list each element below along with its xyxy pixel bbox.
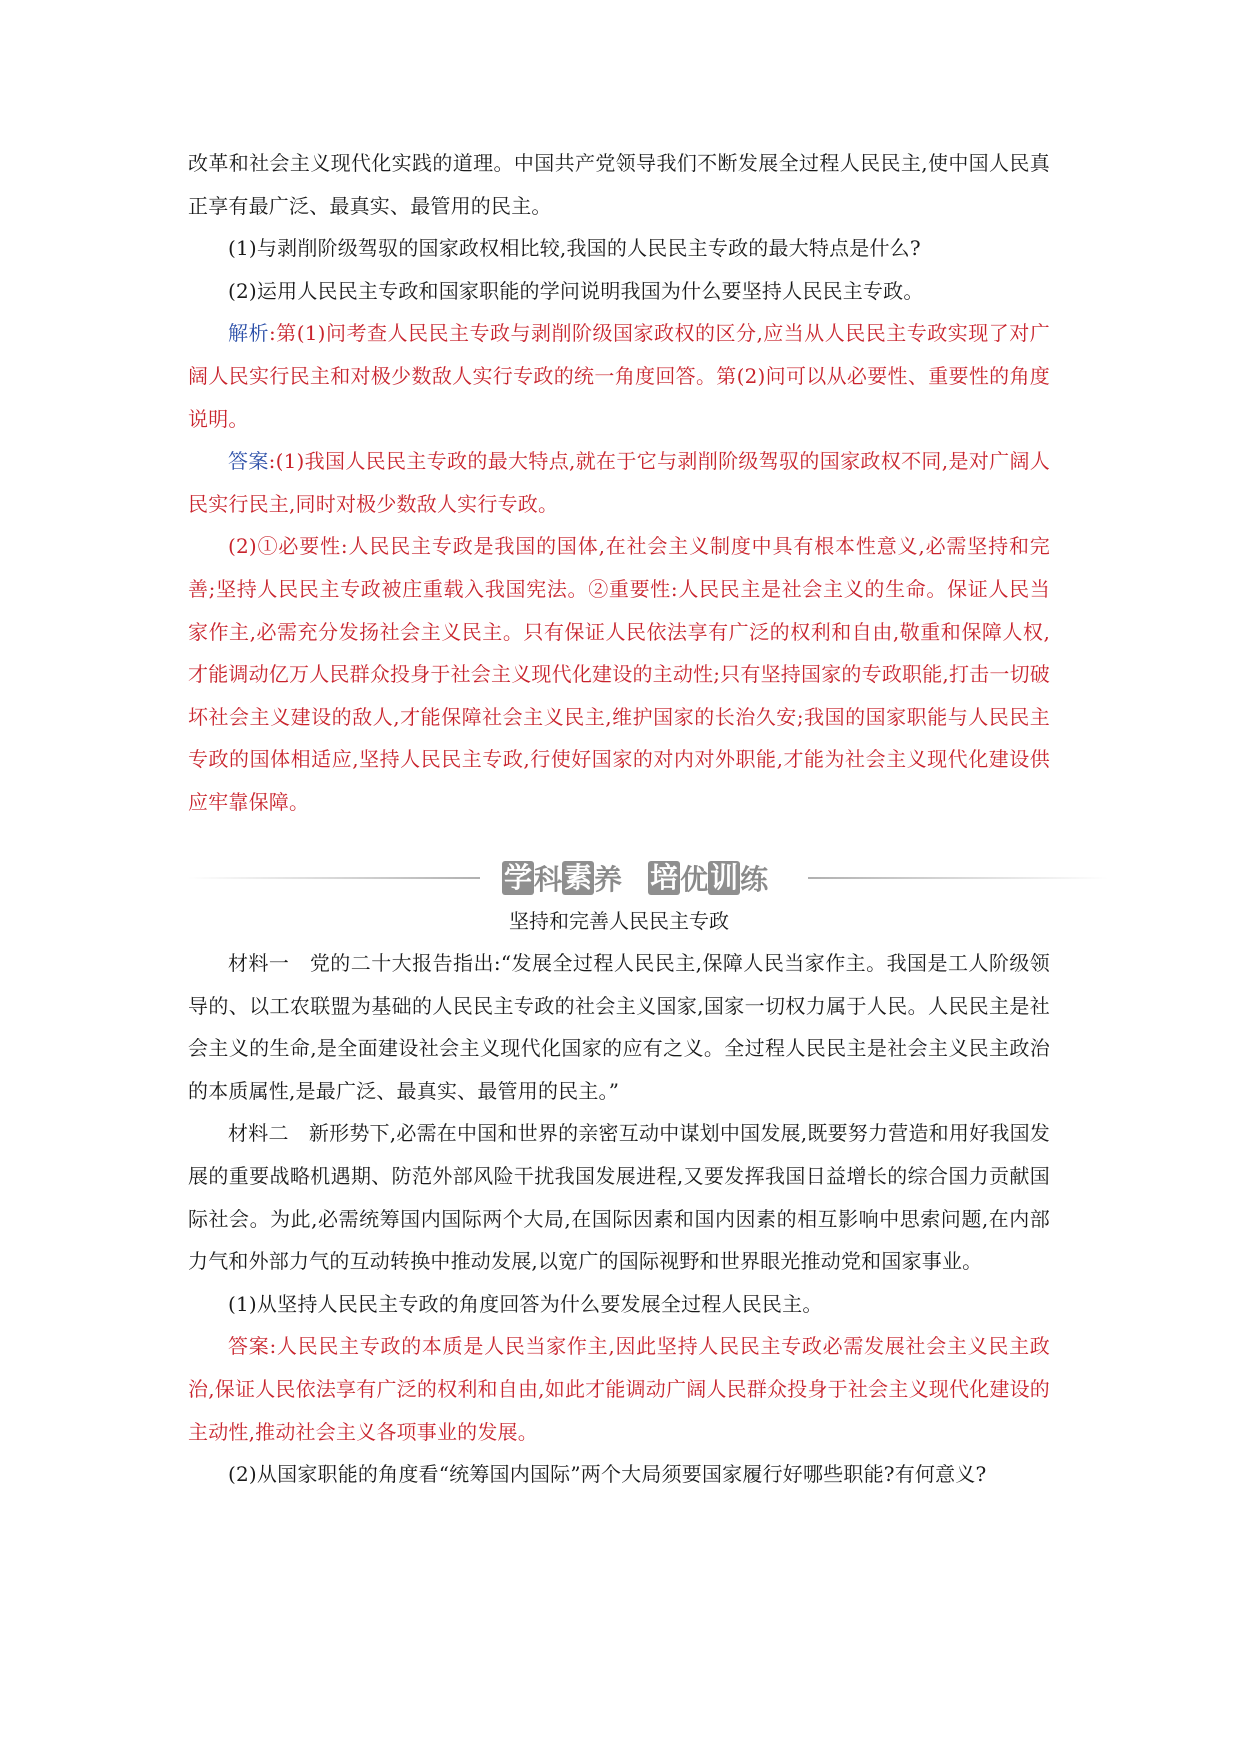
banner-title bbox=[502, 858, 768, 898]
section-banner bbox=[188, 858, 1050, 898]
section-answer-text: :人民民主专政的本质是人民当家作主,因此坚持人民民主专政必需发展社会主义民主政治,保证人民依法享有广泛的权利和自由,如此才能调动广阔人民群众投身于社会主义现代化建设的主动性,推动社会主义各项事业的发展。 bbox=[188, 1334, 1050, 1444]
section-question-2: (2)从国家职能的角度看“统筹国内国际”两个大局须要国家履行好哪些职能?有何意义? bbox=[228, 1462, 987, 1487]
banner-char: 练 bbox=[740, 862, 769, 896]
section-question-1: (1)从坚持人民民主专政的角度回答为什么要发展全过程人民民主。 bbox=[228, 1291, 823, 1316]
banner-char: 训 bbox=[710, 860, 739, 894]
answer-paragraph-2: (2)①必要性:人民民主专政是我国的国体,在社会主义制度中具有根本性意义,必需坚持和完善;坚持人民民主专政被庄重载入我国宪法。②重要性:人民民主是社会主义的生命。保证人民当家作主,必需充分发扬社会主义民主。只有保证人民依法享有广泛的权利和自由,敬重和保障人权,才能调动亿万人民群众投身于社会主义现代化建设的主动性;只有坚持国家的专政职能,打击一切破坏社会主义建设的敌人,才能保障社会主义民主,维护国家的长治久安;我国的国家职能与人民民主专政的国体相适应,坚持人民民主专政,行使好国家的对内对外职能,才能为社会主义现代化建设供应牢靠保障。 bbox=[188, 534, 1050, 814]
section-answer-paragraph bbox=[188, 1325, 1050, 1453]
banner-char: 优 bbox=[680, 862, 709, 896]
question-1: (1)与剥削阶级驾驭的国家政权相比较,我国的人民民主专政的最大特点是什么? bbox=[228, 236, 921, 261]
analysis-label: 解析 bbox=[228, 321, 269, 346]
document-page bbox=[188, 142, 1050, 1496]
answer-paragraph-1 bbox=[188, 440, 1050, 525]
banner-line-right bbox=[808, 877, 1108, 879]
banner-char: 养 bbox=[594, 862, 623, 896]
banner-char: 学 bbox=[504, 860, 533, 894]
paragraph-intro: 改革和社会主义现代化实践的道理。中国共产党领导我们不断发展全过程人民民主,使中国人民真正享有最广泛、最真实、最管用的民主。 bbox=[188, 151, 1050, 218]
banner-line-left bbox=[188, 877, 480, 879]
banner-group-xueke bbox=[502, 858, 622, 898]
section-answer-label: 答案 bbox=[228, 1334, 270, 1359]
answer-label: 答案 bbox=[228, 449, 269, 474]
question-2: (2)运用人民民主专政和国家职能的学问说明我国为什么要坚持人民民主专政。 bbox=[228, 278, 924, 303]
material-1: 材料一 党的二十大报告指出:“发展全过程人民民主,保障人民当家作主。我国是工人阶级领导的、以工农联盟为基础的人民民主专政的社会主义国家,国家一切权力属于人民。人民民主是社会主义的生命,是全面建设社会主义现代化国家的应有之义。全过程人民民主是社会主义民主政治的本质属性,是最广泛、最真实、最管用的民主。” bbox=[188, 951, 1050, 1103]
banner-group-peiyou bbox=[648, 858, 768, 898]
banner-char: 科 bbox=[534, 862, 563, 896]
analysis-text: :第(1)问考查人民民主专政与剥削阶级国家政权的区分,应当从人民民主专政实现了对广阔人民实行民主和对极少数敌人实行专政的统一角度回答。第(2)问可以从必要性、重要性的角度说明。 bbox=[188, 321, 1050, 431]
material-2: 材料二 新形势下,必需在中国和世界的亲密互动中谋划中国发展,既要努力营造和用好我国发展的重要战略机遇期、防范外部风险干扰我国发展进程,又要发挥我国日益增长的综合国力贡献国际社会。为此,必需统筹国内国际两个大局,在国际因素和国内因素的相互影响中思索问题,在内部力气和外部力气的互动转换中推动发展,以宽广的国际视野和世界眼光推动党和国家事业。 bbox=[188, 1121, 1050, 1274]
banner-char: 培 bbox=[650, 860, 679, 894]
section-title: 坚持和完善人民民主专政 bbox=[509, 908, 729, 933]
analysis-paragraph bbox=[188, 312, 1050, 440]
banner-char: 素 bbox=[564, 860, 593, 894]
answer-1-text: :(1)我国人民民主专政的最大特点,就在于它与剥削阶级驾驭的国家政权不同,是对广阔人民实行民主,同时对极少数敌人实行专政。 bbox=[188, 449, 1050, 516]
